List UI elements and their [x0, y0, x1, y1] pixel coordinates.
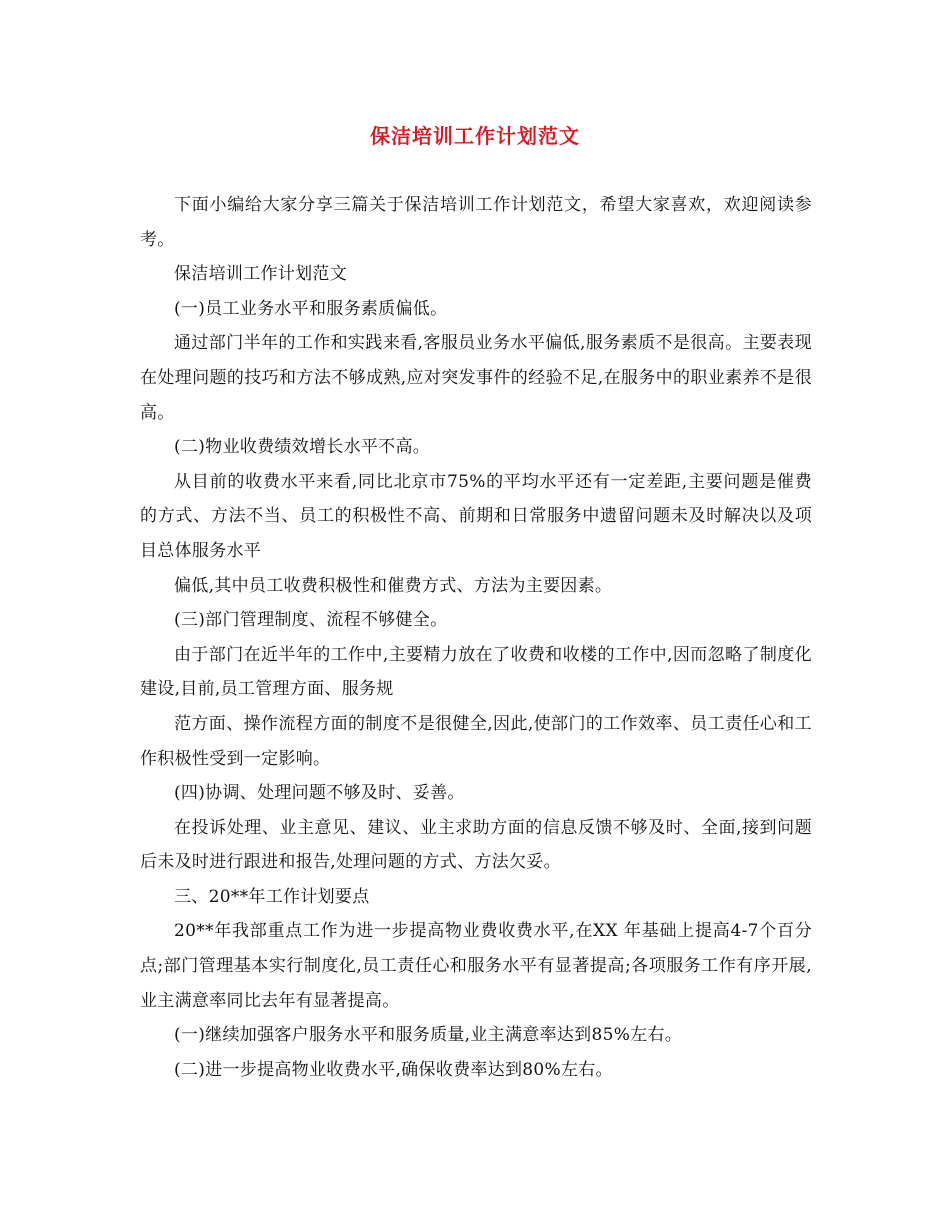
paragraph: 范方面、操作流程方面的制度不是很健全,因此,使部门的工作效率、员工责任心和工作积极性受到一定影响。 [140, 713, 812, 769]
section-heading-3: 三、20**年工作计划要点 [174, 886, 370, 907]
document-title: 保洁培训工作计划范文 [370, 124, 580, 148]
paragraph-heading-4: (四)协调、处理问题不够及时、妥善。 [174, 783, 465, 804]
paragraph-subtitle: 保洁培训工作计划范文 [174, 264, 347, 285]
paragraph-heading-1: (一)员工业务水平和服务素质偏低。 [174, 298, 448, 319]
paragraph: 通过部门半年的工作和实践来看,客服员业务水平偏低,服务素质不是很高。主要表现在处理问题的技巧和方法不够成熟,应对突发事件的经验不足,在服务中的职业素养不是很高。 [140, 333, 812, 423]
paragraph: 由于部门在近半年的工作中,主要精力放在了收费和收楼的工作中,因而忽略了制度化建设,目前,员工管理方面、服务规 [140, 644, 812, 700]
paragraph-heading-3: (三)部门管理制度、流程不够健全。 [174, 610, 448, 631]
plan-item-1: (一)继续加强客户服务水平和服务质量,业主满意率达到85%左右。 [174, 1025, 683, 1046]
paragraph: 20**年我部重点工作为进一步提高物业费收费水平,在XX 年基础上提高4-7个百分点;部门管理基本实行制度化,员工责任心和服务水平有显著提高;各项服务工作有序开展,业主满意率同比去年有显著提高。 [140, 921, 812, 1011]
paragraph: 从目前的收费水平来看,同比北京市75%的平均水平还有一定差距,主要问题是催费的方式、方法不当、员工的积极性不高、前期和日常服务中遗留问题未及时解决以及项目总体服务水平 [140, 471, 812, 561]
paragraph-intro: 下面小编给大家分享三篇关于保洁培训工作计划范文，希望大家喜欢，欢迎阅读参考。 [140, 195, 812, 250]
paragraph: 在投诉处理、业主意见、建议、业主求助方面的信息反馈不够及时、全面,接到问题后未及时进行跟进和报告,处理问题的方式、方法欠妥。 [140, 817, 812, 873]
plan-item-2: (二)进一步提高物业收费水平,确保收费率达到80%左右。 [174, 1059, 613, 1080]
document-body [140, 188, 812, 1087]
paragraph: 偏低,其中员工收费积极性和催费方式、方法为主要因素。 [174, 575, 613, 596]
paragraph-heading-2: (二)物业收费绩效增长水平不高。 [174, 437, 431, 458]
